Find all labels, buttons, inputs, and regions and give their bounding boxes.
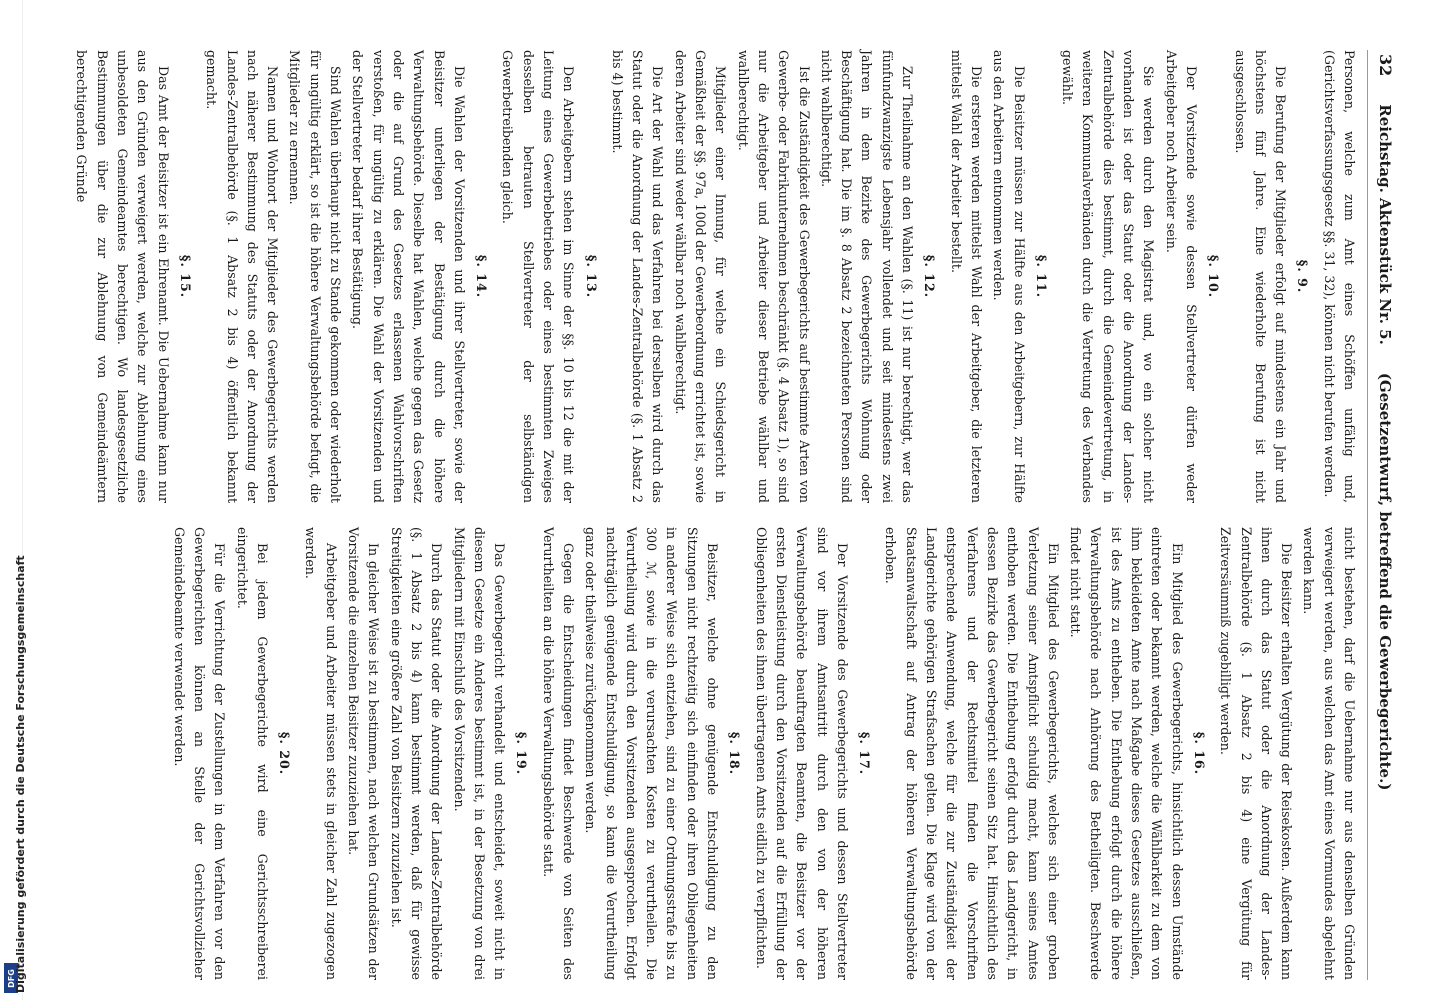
section-heading: §. 9. (1295, 259, 1311, 294)
section-heading: §. 18. (727, 731, 743, 776)
paragraph: Ein Mitglied des Gewerbegerichts, hinsichtlich dessen Umstände eintreten oder bekannt werden, welche die Wählbarkeit zu dem von ihm bekleideten Amte nach Maßgabe dieses Gesetzes ausschließen, ist des Amts zu entheben. Die Enthebung erfolgt durch die höhere Verwaltungsbehörde nach Anhörung des Betheiligten. Beschwerde findet nicht statt. (1068, 527, 1185, 980)
paragraph: Personen, welche zum Amt eines Schöffen unfähig und, (Gerichtsverfassungsgesetz §§. 31, 32), können nicht berufen werden. (1321, 50, 1357, 503)
paragraph: Die ersteren werden mittelst Wahl der Arbeitgeber, die letzteren mittelst Wahl der Arbeiter bestellt. (948, 50, 984, 503)
paragraph: Gegen die Entscheidungen findet Beschwerde von Seiten des Verurtheilten an die höhere Verwaltungsbehörde statt. (540, 527, 577, 980)
paragraph: Sie werden durch den Magistrat und, wo ein solcher nicht vorhanden ist oder das Statut oder die Anordnung der Landes-Zentralbehörde dies bestimmt, durch die Gemeindevertretung, in weiteren Kommunalverbänden durch die Vertretung des Verbandes gewählt. (1060, 50, 1157, 503)
section-heading: §. 13. (583, 254, 599, 299)
section-heading: §. 12. (922, 254, 938, 299)
paragraph: Ein Mitglied des Gewerbegerichts, welches sich einer groben Verletzung seiner Amtspflicht schuldig macht, kann seines Amtes enthoben werden. Die Enthebung erfolgt durch das Landgericht, in dessen Bezirke das Gewerbegericht seinen Sitz hat. Hinsichtlich des Verfahrens und der Rechtsmittel finden die Vorschriften entsprechende Anwendung, welche für die zur Zuständigkeit der Landgerichte gehörigen Strafsachen gelten. Die Klage wird von der Staatsanwaltschaft auf Antrag der höheren Verwaltungsbehörde erhoben. (883, 527, 1061, 980)
paragraph: Die Beisitzer erhalten Vergütung der Reisekosten. Außerdem kann ihnen durch das Statut oder die Anordnung der Landes-Zentralbehörde (§. 1 Absatz 2 bis 4) eine Vergütung für Zeitversäumniß zugebilligt werden. (1218, 527, 1295, 980)
paragraph: Der Vorsitzende sowie dessen Stellvertreter dürfen weder Arbeitgeber noch Arbeiter sein. (1163, 50, 1199, 503)
text-columns (69, 50, 1367, 980)
page-number: 32 (1376, 54, 1395, 77)
section-heading: §. 17. (857, 731, 873, 776)
running-header (1367, 50, 1395, 980)
paragraph: Ist die Zuständigkeit des Gewerbegerichts auf bestimmte Arten von Gewerbe- oder Fabrikunternehmen beschränkt (§. 4 Absatz 1), so sind nur die Arbeitgeber und Arbeiter dieser Betriebe wählbar und wahlberechtigt. (735, 50, 812, 503)
section-heading: §. 16. (1191, 731, 1207, 776)
paragraph: Die Berufung der Mitglieder erfolgt auf mindestens ein Jahr und höchstens fünf Jahre. Eine wiederholte Berufung ist nicht ausgeschlossen. (1232, 50, 1289, 503)
digitization-credit: Digitalisierung gefördert durch die Deutsche Forschungsgemeinschaft (14, 555, 27, 993)
paragraph: Den Arbeitgebern stehen im Sinne der §§. 10 bis 12 die mit der Leitung eines Gewerbebetriebes oder eines bestimmten Zweiges desselben betrauten Stellvertreter der selbständigen Gewerbetreibenden gleich. (500, 50, 577, 503)
paragraph: Das Amt der Beisitzer ist ein Ehrenamt. Die Uebernahme kann nur aus den Gründen verweigert werden, welche zur Ablehnung eines unbesoldeten Gemeindeamtes berechtigen. Wo landesgesetzliche Bestimmungen über die zur Ablehnung von Gemeindeämtern berechtigenden Gründe (74, 50, 171, 503)
header-title: (Gesetzentwurf, betreffend die Gewerbegerichte.) (1376, 372, 1394, 791)
paragraph: Durch das Statut oder die Anordnung der Landes-Zentralbehörde (§. 1 Absatz 2 bis 4) kann bestimmt werden, daß für gewisse Streitigkeiten eine größere Zahl von Beisitzern zuzuziehen ist. (388, 527, 445, 980)
paragraph: Zur Theilnahme an den Wahlen (§. 11) ist nur berechtigt, wer das fünfundzwanzigste Lebensjahr vollendet und seit mindestens zwei Jahren in dem Bezirke des Gewerbegerichts Wohnung oder Beschäftigung hat. Die im §. 8 Absatz 2 bezeichneten Personen sind nicht wahlberechtigt. (818, 50, 916, 503)
paragraph: Arbeitgeber und Arbeiter müssen stets in gleicher Zahl zugezogen werden. (303, 527, 339, 980)
paragraph: Der Vorsitzende des Gewerbegerichts und dessen Stellvertreter sind vor ihrem Amtsantritt durch den von der höheren Verwaltungsbehörde beauftragten Beamten, die Beisitzer vor der ersten Dienstleistung durch den Vorsitzenden auf die Erfüllung der Obliegenheiten des ihnen übertragenen Amts eidlich zu verpflichten. (753, 527, 850, 980)
scanned-page (74, 50, 1395, 980)
paragraph: Für die Verrichtung der Zustellungen in dem Verfahren vor den Gewerbegerichten können an Stelle der Gerichtsvollzieher Gemeindebeamte verwendet werden. (171, 527, 228, 980)
paragraph: Sind Wahlen überhaupt nicht zu Stande gekommen oder wiederholt für ungültig erklärt, so ist die höhere Verwaltungsbehörde befugt, die Mitglieder zu ernennen. (287, 50, 344, 503)
section-heading: §. 11. (1033, 254, 1049, 299)
dfg-logo: DFG (4, 963, 18, 993)
paragraph: Bei jedem Gewerbegerichte wird eine Gerichtsschreiberei eingerichtet. (234, 527, 270, 980)
section-heading: §. 14. (474, 254, 490, 299)
paragraph: Die Art der Wahl und das Verfahren bei derselben wird durch das Statut oder die Anordnung der Landes-Zentralbehörde (§. 1 Absatz 2 bis 4) bestimmt. (609, 50, 666, 503)
header-center: Reichstag. Aktenstück Nr. 5. (1376, 104, 1394, 345)
section-heading: §. 10. (1206, 254, 1222, 299)
paragraph: Beisitzer, welche ohne genügende Entschuldigung zu den Sitzungen nicht rechtzeitig sich einfinden oder ihren Obliegenheiten in anderer Weise sich entziehen, sind zu einer Ordnungsstrafe bis zu 300 ℳ, sowie in die verursachten Kosten zu verurtheilen. Die Verurtheilung wird durch den Vorsitzenden ausgesprochen. Erfolgt nachträglich genügende Entschuldigung, so kann die Verurtheilung ganz oder theilweise zurückgenommen werden. (583, 527, 721, 980)
right-column (69, 527, 1359, 980)
paragraph: Die Beisitzer müssen zur Hälfte aus den Arbeitgebern, zur Hälfte aus den Arbeitern entnommen werden. (991, 50, 1027, 503)
section-heading: §. 15. (177, 254, 193, 299)
sidebar-strip (0, 0, 27, 1000)
section-heading: §. 20. (277, 731, 293, 776)
section-heading: §. 19. (514, 731, 530, 776)
paragraph: Das Gewerbegericht verhandelt und entscheidet, soweit nicht in diesem Gesetze ein Anderes bestimmt ist, in der Besetzung von drei Mitgliedern mit Einschluß des Vorsitzenden. (451, 527, 508, 980)
paragraph: In gleicher Weise ist zu bestimmen, nach welchen Grundsätzen der Vorsitzende die einzelnen Beisitzer zuzuziehen hat. (346, 527, 382, 980)
left-column (69, 50, 1359, 503)
paragraph: Die Wahlen der Vorsitzenden und ihrer Stellvertreter, sowie der Beisitzer unterliegen der Bestätigung durch die höhere Verwaltungsbehörde. Dieselbe hat Wahlen, welche gegen das Gesetz oder die auf Grund des Gesetzes erlassenen Wahlvorschriften verstoßen, für ungültig zu erklären. Die Wahl der Vorsitzenden und der Stellvertreter bedarf ihrer Bestätigung. (350, 50, 467, 503)
paragraph: Mitglieder einer Innung, für welche ein Schiedsgericht in Gemäßheit der §§. 97a, 100d der Gewerbeordnung errichtet ist, sowie deren Arbeiter sind weder wählbar noch wahlberechtigt. (672, 50, 729, 503)
paragraph: Namen und Wohnort der Mitglieder des Gewerbegerichts werden nach näherer Bestimmung des Statuts oder der Anordnung der Landes-Zentralbehörde (§. 1 Absatz 2 bis 4) öffentlich bekannt gemacht. (204, 50, 281, 503)
paragraph: nicht bestehen, darf die Uebernahme nur aus denselben Gründen verweigert werden, aus welchen das Amt eines Vormundes abgelehnt werden kann. (1301, 527, 1357, 980)
